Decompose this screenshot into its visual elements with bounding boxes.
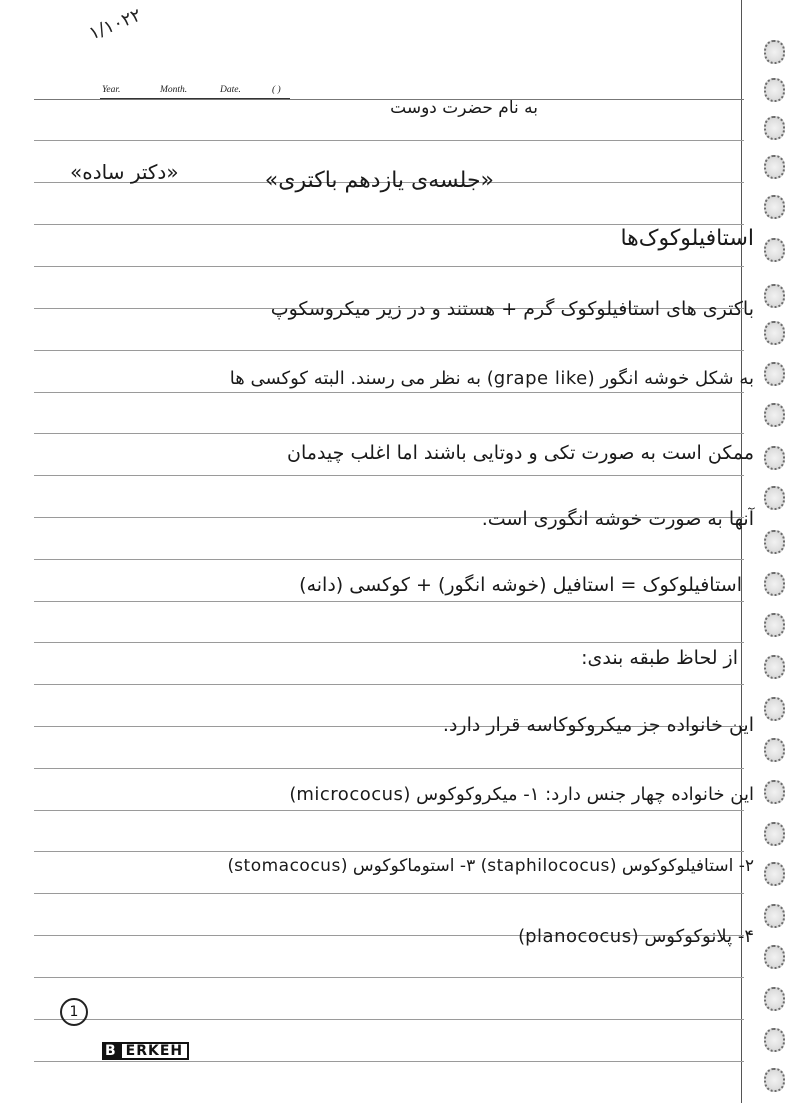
text-line-body: این خانواده جز میکروکوکاسه قرار دارد. [442,714,754,736]
binding-hole [764,321,785,345]
binding-hole [764,446,785,470]
header-strip [100,85,290,99]
binding-hole [764,572,785,596]
binding-hole [764,403,785,427]
text-line-body: به شکل خوشه انگور (grape like) به نظر می رسند. البته کوکسی ها [229,368,754,389]
binding-hole [764,1068,785,1092]
text-line-lecturer: «دکتر ساده» [70,160,179,184]
ruled-line [34,1019,744,1020]
header-paren: ( ) [272,85,281,95]
ruled-line [34,1061,744,1062]
ruled-line [34,559,744,560]
text-line-body: ممکن است به صورت تکی و دوتایی باشند اما اغلب چیدمان [287,442,754,464]
binding-hole [764,738,785,762]
text-line-body: آنها به صورت خوشه انگوری است. [481,508,754,530]
brand-logo-text: ERKEH [120,1042,189,1060]
ruled-line [34,99,744,100]
binding-hole [764,613,785,637]
binding-hole [764,486,785,510]
ruled-line [34,140,744,141]
ruled-line [34,851,744,852]
ruled-line [34,433,744,434]
binding-hole [764,78,785,102]
binding-hole [764,862,785,886]
binding-hole [764,697,785,721]
binding-hole [764,116,785,140]
binding-hole [764,530,785,554]
text-line-dedication: به نام حضرت دوست [390,98,538,118]
ruled-line [34,684,744,685]
ruled-line [34,642,744,643]
binding-hole [764,655,785,679]
text-line-subheading: از لحاظ طبقه بندی: [581,647,738,669]
text-line-list: ۲- استافیلوکوکوس (staphilococus) ۳- استوماکوکوس (stomacocus) [227,856,754,876]
binding-hole [764,904,785,928]
spiral-binding [760,0,794,1103]
text-line-heading: استافیلوکوک‌ها [620,226,754,251]
ruled-line [34,977,744,978]
brand-logo [102,1042,189,1060]
binding-hole [764,155,785,179]
header-date: Date. [220,85,241,95]
binding-hole [764,822,785,846]
ruled-line [34,475,744,476]
brand-logo-initial: B [102,1042,120,1060]
ruled-line [34,392,744,393]
binding-hole [764,40,785,64]
page-number-circle: 1 [60,998,88,1026]
ruled-line [34,350,744,351]
binding-hole [764,1028,785,1052]
header-month: Month. [160,85,188,95]
header-year: Year. [102,85,121,95]
binding-hole [764,780,785,804]
binding-hole [764,195,785,219]
text-line-definition: استافیلوکوک = استافیل (خوشه انگور) + کوکسی (دانه) [299,574,742,596]
binding-hole [764,945,785,969]
date-mark: ۱/۱۰۲۲ [86,4,145,45]
ruled-line [34,768,744,769]
ruled-line [34,224,744,225]
text-line-list: این خانواده چهار جنس دارد: ۱- میکروکوکوس (micrococus) [289,784,754,805]
binding-hole [764,284,785,308]
binding-hole [764,238,785,262]
text-line-body: باکتری های استافیلوکوک گرم + هستند و در زیر میکروسکوپ [270,298,754,320]
ruled-line [34,601,744,602]
text-line-list: ۴- پلانوکوکوس (planococus) [518,926,754,947]
text-line-session-title: «جلسه‌ی یازدهم باکتری» [264,168,494,193]
binding-hole [764,987,785,1011]
ruled-line [34,893,744,894]
binding-hole [764,362,785,386]
ruled-line [34,810,744,811]
ruled-line [34,266,744,267]
